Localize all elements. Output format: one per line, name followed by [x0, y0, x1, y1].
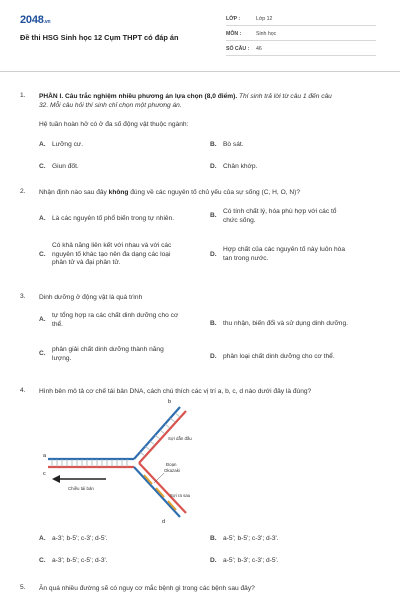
option-line: phân tử và đại phân tử. — [52, 259, 121, 267]
parental-duplex — [48, 459, 134, 467]
option-text: thu nhận, biến đổi và sử dụng dinh dưỡng. — [223, 320, 348, 327]
question-3 — [20, 293, 380, 371]
question-number: 5. — [20, 584, 26, 591]
meta-value: Sinh học — [256, 31, 277, 37]
option-label: D. — [210, 353, 217, 360]
replication-direction-label: Chiều tái bản — [68, 486, 94, 491]
option-text: a-3'; b-5'; c-5'; d-3'. — [52, 557, 108, 564]
option-text: Bò sát. — [223, 141, 244, 148]
logo-suffix: .vn — [43, 19, 51, 25]
option-line: thể. — [52, 320, 63, 328]
question-stem: Hệ tuần hoàn hở có ở đa số động vật thuộc ngành: — [39, 121, 189, 128]
option-line: tan trong nước. — [223, 254, 269, 262]
instruction-text: Thí sinh trả lời từ câu 1 đến câu — [237, 93, 332, 100]
meta-key: LỚP : — [226, 16, 241, 22]
page-title: Đề thi HSG Sinh học 12 Cụm THPT có đáp án — [20, 33, 179, 42]
option-line: Có tính chất lý, hóa phù hợp với các tổ — [223, 208, 337, 215]
question-number: 3. — [20, 293, 26, 300]
label-d: d — [162, 519, 166, 525]
option-line: phân giải chất dinh dưỡng thành năng — [52, 346, 164, 353]
option-text — [52, 312, 178, 329]
option-label: C. — [39, 557, 46, 564]
option-label: C. — [39, 350, 46, 357]
option-line: lượng. — [52, 354, 72, 362]
option-label: D. — [210, 251, 217, 258]
stem-emphasis: không — [108, 189, 129, 196]
option-label: A. — [39, 141, 46, 148]
option-label: A. — [39, 535, 46, 542]
meta-key: MÔN : — [226, 31, 242, 37]
meta-subject-row — [226, 31, 376, 43]
option-text: a-5'; b-3'; c-3'; d-5'. — [223, 557, 279, 564]
okazaki-label-line1: Đoạn — [166, 462, 177, 467]
option-text: Giun đốt. — [52, 163, 79, 170]
stem-text: Nhận định nào sau đây — [39, 189, 109, 196]
option-text — [52, 242, 171, 268]
option-text: Chân khớp. — [223, 163, 258, 170]
option-text — [223, 208, 336, 225]
upper-fork-arm — [134, 407, 186, 463]
option-line: tự tổng hợp ra các chất dinh dưỡng cho cơ — [52, 312, 179, 319]
option-text — [223, 246, 345, 263]
option-label: C. — [39, 251, 46, 258]
instruction-text: 32. Mỗi câu hỏi thí sinh chỉ chọn một phương án. — [39, 102, 182, 109]
option-label: C. — [39, 163, 46, 170]
question-stem: Dinh dưỡng ở động vật là quá trình — [39, 294, 143, 301]
question-5 — [20, 584, 380, 596]
divider — [226, 40, 376, 41]
okazaki-pointer — [154, 473, 164, 483]
header-divider — [0, 71, 400, 72]
question-instruction — [39, 92, 374, 110]
option-label: B. — [210, 141, 217, 148]
meta-class-row — [226, 16, 376, 28]
option-text: a-3'; b-5'; c-3'; d-5'. — [52, 535, 108, 542]
option-label: A. — [39, 316, 46, 323]
divider — [226, 55, 376, 56]
label-a: a — [43, 453, 47, 459]
option-text: phân loại chất dinh dưỡng cho cơ thể. — [223, 353, 335, 360]
label-b: b — [168, 399, 172, 405]
dna-replication-figure — [40, 395, 240, 525]
question-stem: Ăn quá nhiều đường sẽ có nguy cơ mắc bệnh gì trong các bệnh sau đây? — [39, 585, 255, 592]
question-number: 1. — [20, 92, 26, 99]
option-text: Là các nguyên tố phổ biến trong tự nhiên. — [52, 215, 175, 222]
lagging-strand-label: Sợi ra sau — [170, 493, 191, 498]
divider — [226, 25, 376, 26]
option-label: B. — [210, 212, 217, 219]
question-2 — [20, 188, 380, 283]
option-text — [52, 346, 164, 363]
meta-key: SỐ CÂU : — [226, 46, 250, 52]
part-heading: PHẦN I. Câu trắc nghiệm nhiều phương án lựa chọn (8,0 điểm). — [39, 93, 238, 100]
question-number: 4. — [20, 387, 26, 394]
option-line: Hợp chất của các nguyên tố này luôn hòa — [223, 246, 345, 253]
option-label: D. — [210, 163, 217, 170]
site-logo[interactable] — [20, 14, 50, 26]
meta-value: Lớp 12 — [256, 16, 273, 22]
option-label: B. — [210, 320, 217, 327]
label-c: c — [43, 471, 46, 477]
question-stem: Hình bên mô tả cơ chế tái bản DNA, cách chú thích các vị trí a, b, c, d nào dưới đây là đúng? — [39, 388, 312, 395]
okazaki-label-line2: Okazaki — [164, 468, 180, 473]
option-label: A. — [39, 215, 46, 222]
question-number: 2. — [20, 188, 26, 195]
logo-text: 2048 — [20, 14, 44, 26]
leading-strand-label: Sợi dẫn đầu — [168, 436, 192, 441]
stem-text: đúng về các nguyên tố chủ yếu của sự sống (C, H, O, N)? — [128, 189, 300, 196]
option-line: chức sống. — [223, 216, 256, 224]
option-text: a-5'; b-5'; c-3'; d-3'. — [223, 535, 279, 542]
option-line: nguyên tố khác tạo nên đa dạng các loại — [52, 250, 171, 258]
question-stem — [39, 188, 374, 197]
option-text: Lưỡng cư. — [52, 141, 84, 148]
meta-count-row — [226, 46, 376, 58]
option-line: Có khả năng liên kết với nhau và với các — [52, 242, 172, 249]
meta-value: 46 — [256, 46, 262, 52]
replication-direction-arrow — [52, 475, 106, 483]
option-label: B. — [210, 535, 217, 542]
question-1 — [20, 92, 380, 172]
option-label: D. — [210, 557, 217, 564]
